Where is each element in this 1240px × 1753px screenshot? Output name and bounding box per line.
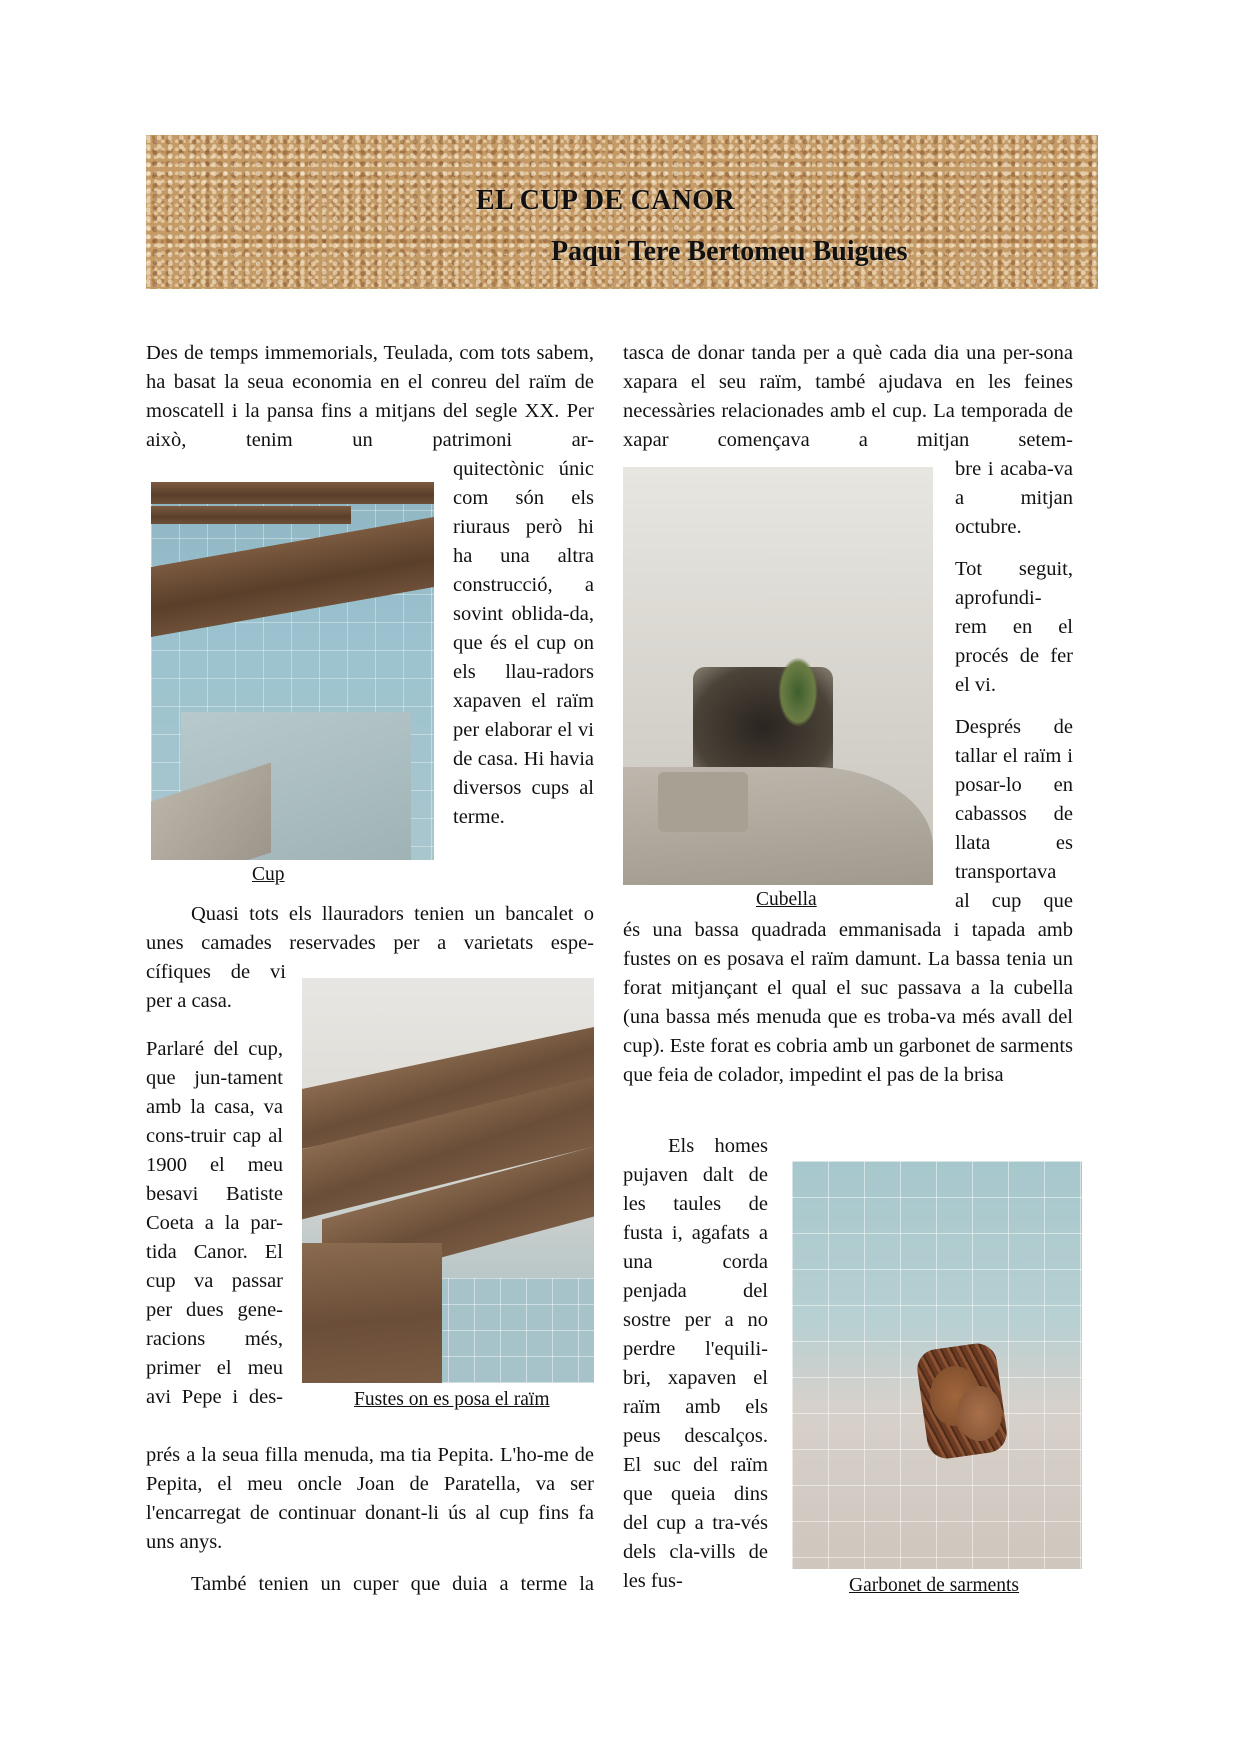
photo-fustes [302,978,594,1383]
col2-paragraph-2: Tot seguit, aprofundi-rem en el procés de fer el vi. [955,558,1073,696]
col1-paragraph-3: prés a la seua filla menuda, ma tia Pepita. L'ho-me de Pepita, el meu oncle Joan de Paratella, va ser l'encarregat de continuar donant-li ús al cup fins fa uns anys. [146,1444,594,1553]
col1-paragraph-2: Quasi tots els llauradors tenien un bancalet o unes camades reservades per a varietats espe- [146,903,594,954]
caption-fustes: Fustes on es posa el raïm [354,1389,550,1410]
photo-garbonet [792,1161,1082,1569]
col2-paragraph-4-wrap: Els homes pujaven dalt de les taules de fusta i, agafats a una corda penjada del sostre per a no perdre l'equili-bri, xapaven el raïm amb els peus descalços. El suc del raïm que queia dins del cup a tra-vés dels cla-vills de les fus- [623,1135,768,1592]
col2-paragraph-3: és una bassa quadrada emmanisada i tapada amb fustes on es posava el raïm damunt. La bassa tenia un forat mitjançant el qual el suc passava a la cubella (una bassa més menuda que es troba-va més avall del cup). Este forat es cobria amb un garbonet de sarments que feia de colador, impedint el pas de la brisa [623,919,1073,1086]
photo-cubella [623,467,933,885]
col2-paragraph-1: tasca de donar tanda per a què cada dia una per-sona xapara el seu raïm, també ajudava en les feines necessàries relacionades amb el cup. La temporada de xapar començava a mitjan setem- [623,342,1073,451]
caption-cubella: Cubella [756,889,817,910]
title-banner [146,135,1098,289]
col1-paragraph-2-tail: cífiques de vi per a casa. [146,961,286,1012]
col2-paragraph-1-wrap: bre i acaba-va a mitjan octubre. [955,458,1073,538]
col1-paragraph-4: També tenien un cuper que duia a terme la [191,1573,594,1595]
col1-paragraph-1: Des de temps immemorials, Teulada, com tots sabem, ha basat la seua economia en el conreu del raïm de moscatell i la pansa fins a mitjans del segle XX. Per això, tenim un patrimoni ar- [146,342,594,451]
article-author: Paqui Tere Bertomeu Buigues [551,236,908,267]
col1-paragraph-3-wrap: Parlaré del cup, que jun-tament amb la casa, va cons-truir cap al 1900 el meu besavi Batiste Coeta a la par-tida Canor. El cup va passar per dues gene-racions més, primer el meu avi Pepe i des- [146,1038,283,1408]
caption-garbonet: Garbonet de sarments [849,1575,1020,1596]
col1-paragraph-1-wrap: quitectònic únic com són els riuraus però hi ha una altra construcció, a sovint oblida-da, que és el cup on els llau-radors xapaven el raïm per elaborar el vi de casa. Hi havia diversos cups al terme. [453,458,594,828]
col2-paragraph-3-wrap: Després de tallar el raïm i posar-lo en cabassos de llata es transportava al cup que [955,716,1073,912]
article-title: EL CUP DE CANOR [476,185,735,216]
caption-cup: Cup [252,864,285,885]
photo-cup [151,482,434,860]
